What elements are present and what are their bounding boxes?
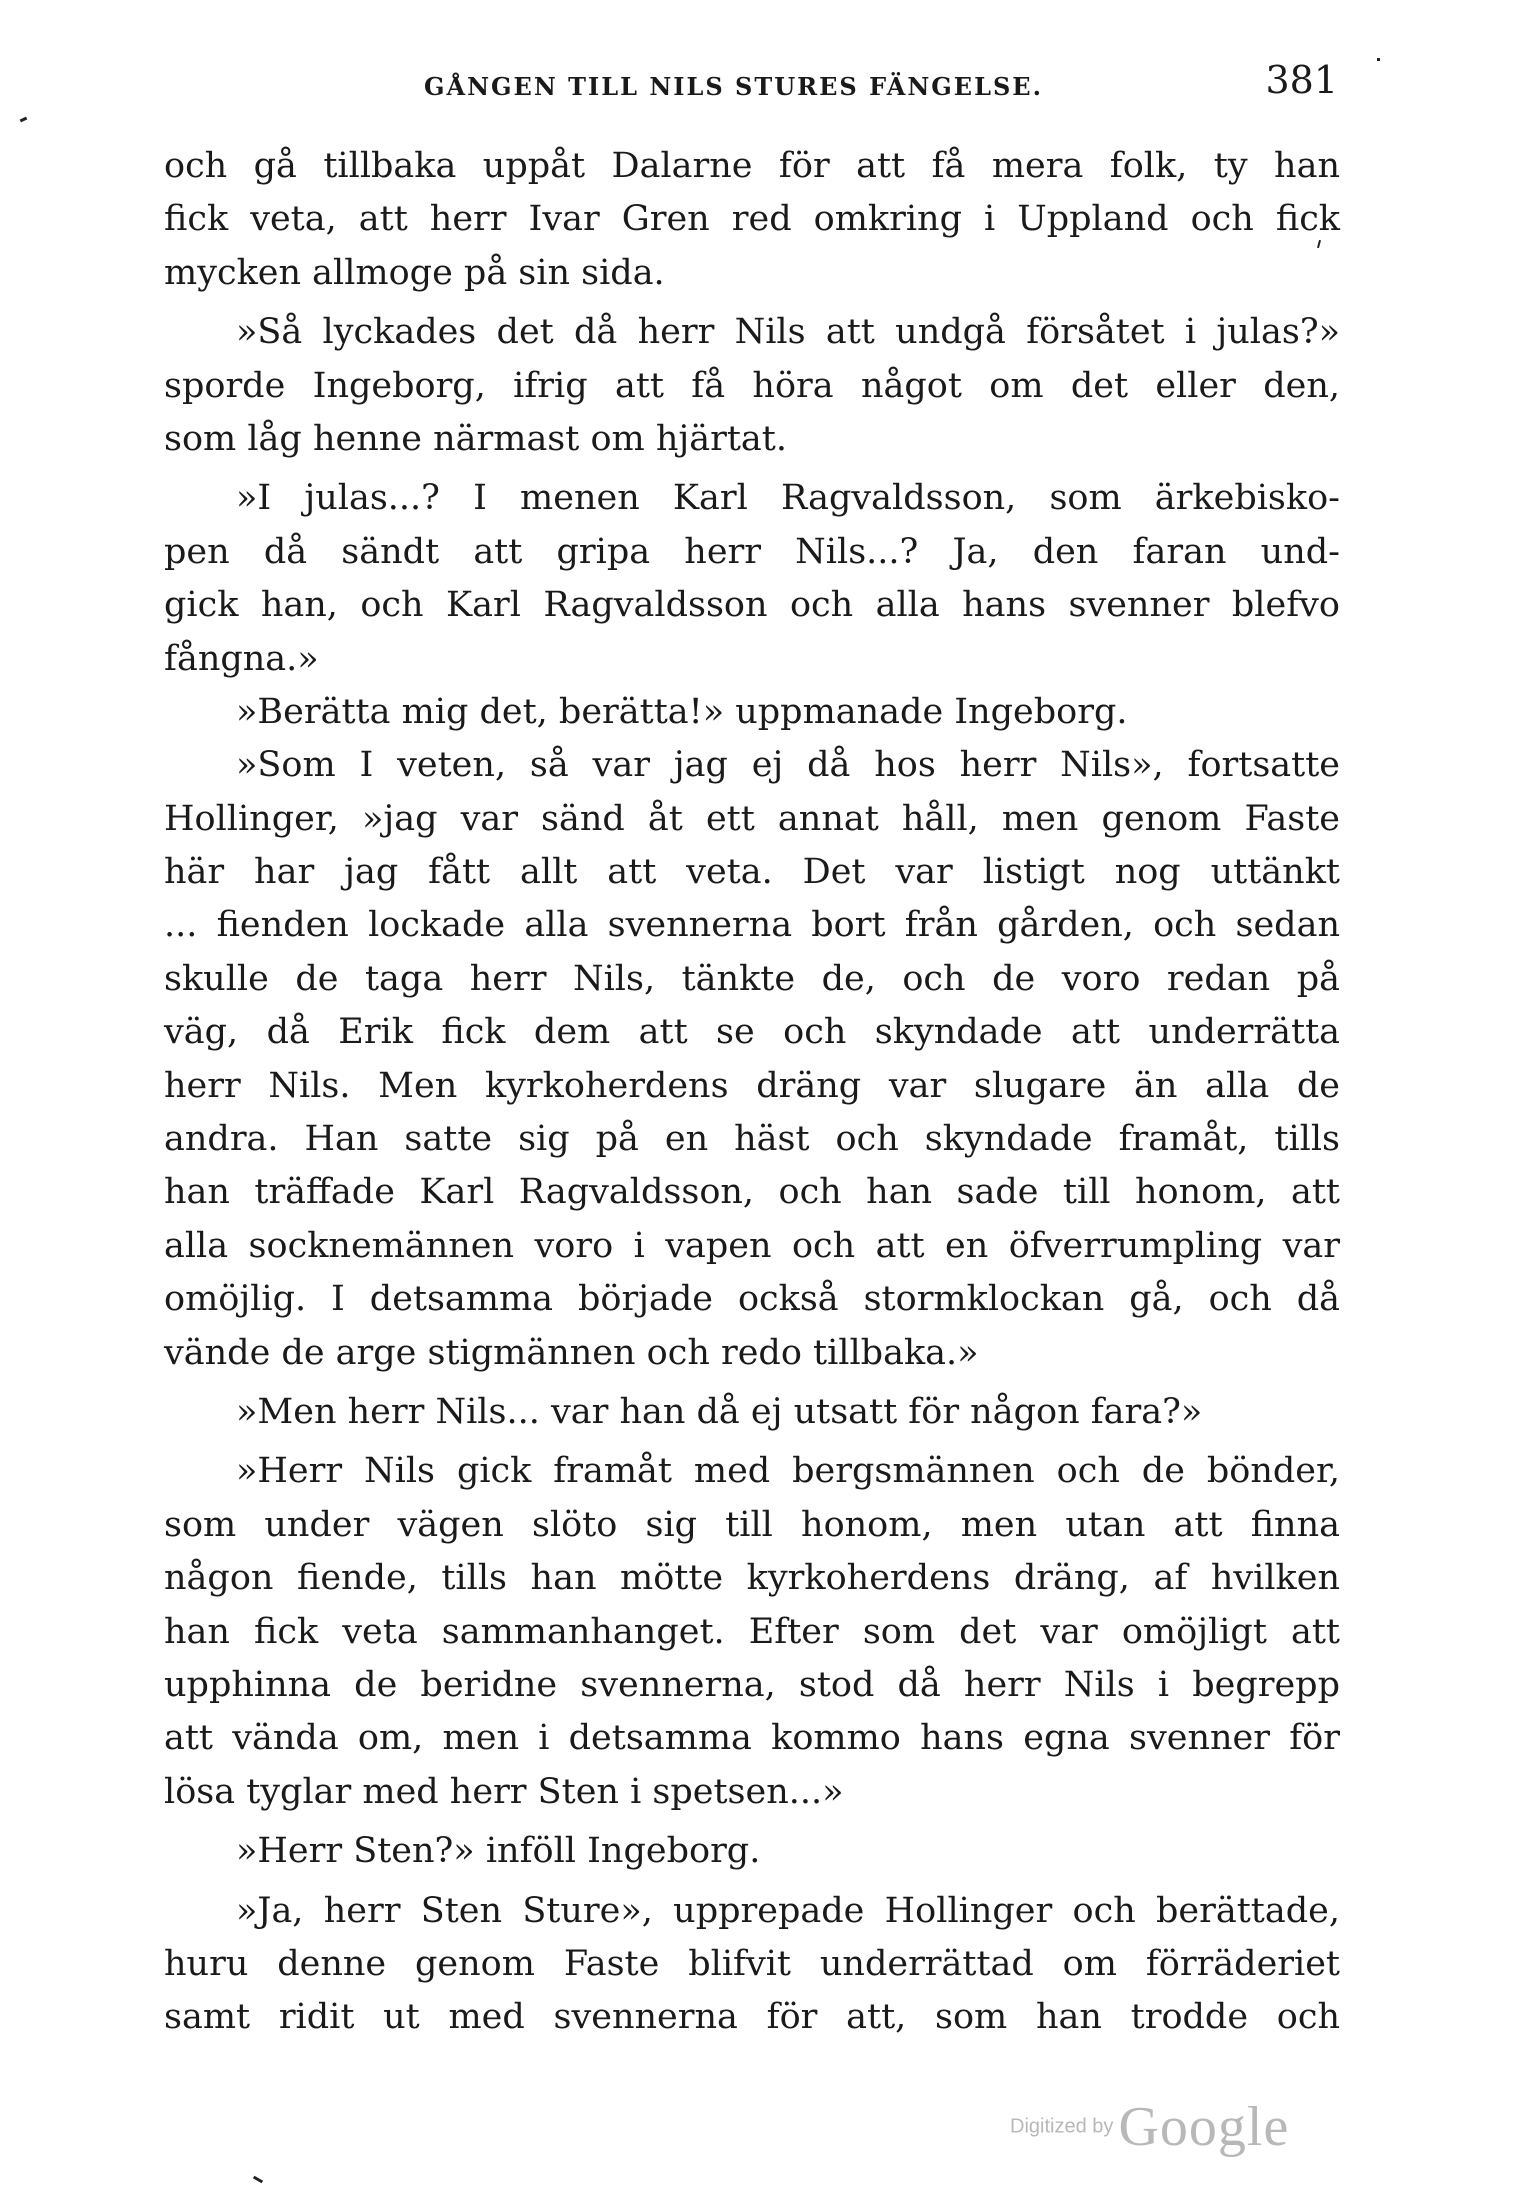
running-title: GÅNGEN TILL NILS STURES FÄNGELSE. xyxy=(424,72,1043,101)
text-line: »Men herr Nils... var han då ej utsatt för någon fara?» xyxy=(236,1391,1203,1432)
text-line: att vända om, men i detsamma kommo hans egna svenner för xyxy=(164,1718,1340,1759)
text-line: andra. Han satte sig på en häst och skyndade framåt, tills xyxy=(164,1119,1340,1160)
text-line: fångna.» xyxy=(164,638,319,679)
ink-speck xyxy=(20,117,28,123)
text-line: »Som I veten, så var jag ej då hos herr Nils», fortsatte xyxy=(236,745,1340,786)
text-line: han träffade Karl Ragvaldsson, och han sade till honom, att xyxy=(164,1172,1340,1213)
text-line: upphinna de beridne svennerna, stod då herr Nils i begrepp xyxy=(164,1664,1340,1705)
text-line: som under vägen slöto sig till honom, men utan att finna xyxy=(164,1504,1340,1545)
text-line: »I julas...? I menen Karl Ragvaldsson, som ärkebisko- xyxy=(236,478,1340,519)
text-line: sporde Ingeborg, ifrig att få höra något om det eller den, xyxy=(164,365,1340,406)
text-line: huru denne genom Faste blifvit underrättad om förräderiet xyxy=(164,1943,1340,1984)
watermark-prefix: Digitized by xyxy=(1010,2115,1114,2138)
text-line: lösa tyglar med herr Sten i spetsen...» xyxy=(164,1771,844,1812)
watermark-brand: Google xyxy=(1118,2096,1290,2158)
ink-speck xyxy=(1377,58,1380,61)
text-line: han fick veta sammanhanget. Efter som det var omöjligt att xyxy=(164,1611,1340,1652)
text-line: samt ridit ut med svennerna för att, som han trodde och xyxy=(164,1997,1340,2038)
text-line: omöjlig. I detsamma började också stormklockan gå, och då xyxy=(164,1279,1340,1320)
digitized-watermark xyxy=(1010,2095,1289,2159)
text-line: »Så lyckades det då herr Nils att undgå försåtet i julas?» xyxy=(236,312,1340,353)
text-line: skulle de taga herr Nils, tänkte de, och de voro redan på xyxy=(164,958,1340,999)
text-line: fick veta, att herr Ivar Gren red omkring i Uppland och fick xyxy=(164,199,1340,240)
text-line: mycken allmoge på sin sida. xyxy=(164,252,665,293)
page-number: 381 xyxy=(1265,58,1338,102)
text-line: herr Nils. Men kyrkoherdens dräng var slugare än alla de xyxy=(164,1065,1340,1106)
text-line: vände de arge stigmännen och redo tillbaka.» xyxy=(164,1332,979,1373)
text-line: alla socknemännen voro i vapen och att en öfverrumpling var xyxy=(164,1225,1340,1266)
page-header xyxy=(166,58,1338,108)
text-line: och gå tillbaka uppåt Dalarne för att få mera folk, ty han xyxy=(164,146,1340,186)
text-line: »Berätta mig det, berätta!» uppmanade Ingeborg. xyxy=(236,691,1128,732)
text-line: här har jag fått allt att veta. Det var listigt nog uttänkt xyxy=(164,852,1340,893)
text-line: »Herr Sten?» inföll Ingeborg. xyxy=(236,1831,761,1872)
ink-speck xyxy=(253,2176,263,2184)
text-line: »Herr Nils gick framåt med bergsmännen och de bönder, xyxy=(236,1451,1340,1492)
text-line: väg, då Erik fick dem att se och skyndade att underrätta xyxy=(164,1012,1340,1053)
text-line: någon fiende, tills han mötte kyrkoherdens dräng, af hvilken xyxy=(164,1558,1340,1599)
text-line: »Ja, herr Sten Sture», upprepade Hollinger och berättade, xyxy=(236,1890,1340,1931)
body-text xyxy=(164,140,1340,2045)
text-line: gick han, och Karl Ragvaldsson och alla hans svenner blefvo xyxy=(164,585,1340,626)
text-line: pen då sändt att gripa herr Nils...? Ja, den faran und- xyxy=(164,531,1340,572)
text-line: Hollinger, »jag var sänd åt ett annat håll, men genom Faste xyxy=(164,798,1340,839)
text-line: ... fienden lockade alla svennerna bort från gården, och sedan xyxy=(164,905,1340,946)
text-line: som låg henne närmast om hjärtat. xyxy=(164,418,787,459)
